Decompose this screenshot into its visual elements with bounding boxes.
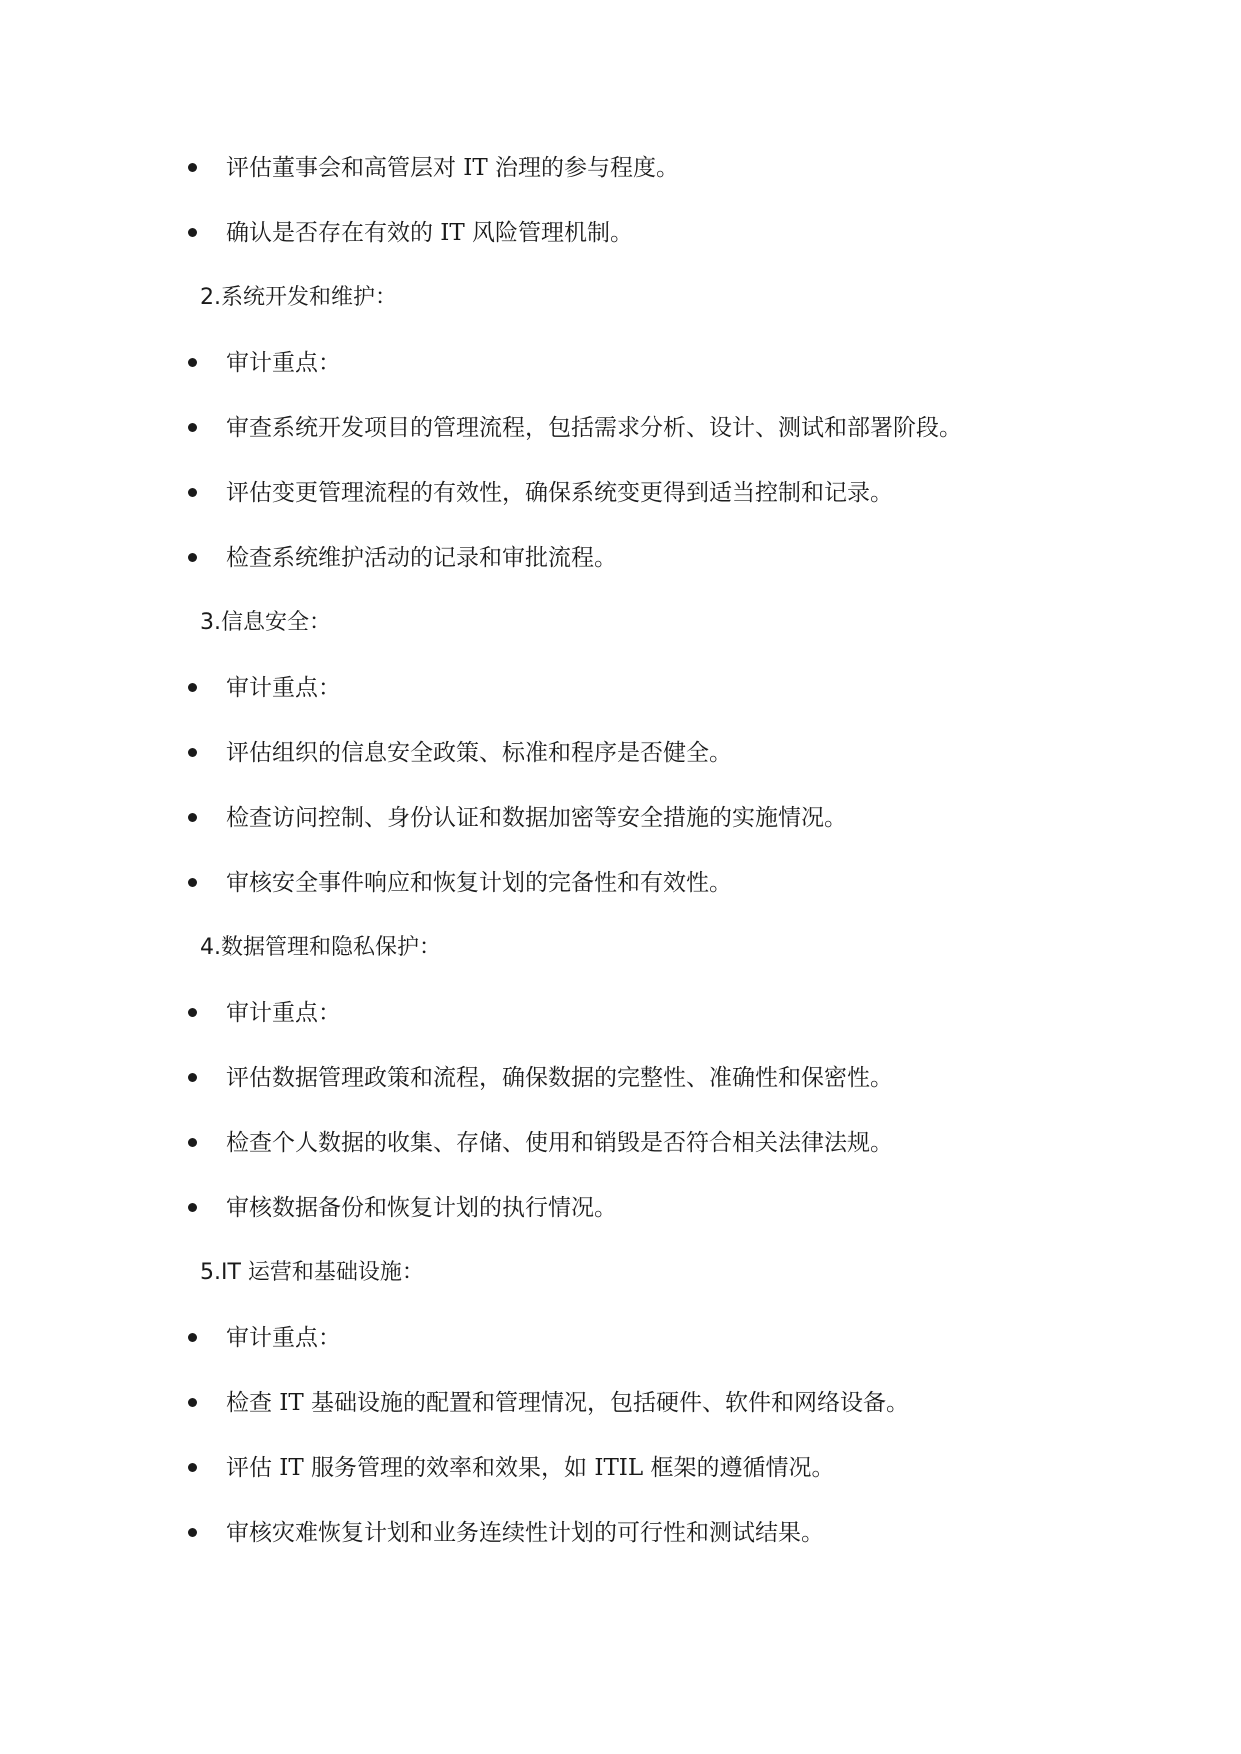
list-item xyxy=(0,343,1241,383)
bullet-icon xyxy=(188,1073,197,1082)
section-heading-text: 5.IT 运营和基础设施： xyxy=(200,1260,424,1285)
list-item-text: 审计重点： xyxy=(226,1000,341,1026)
list-item xyxy=(0,408,1241,448)
bullet-icon xyxy=(188,748,197,757)
bullet-icon xyxy=(188,1008,197,1017)
list-item xyxy=(0,798,1241,838)
bullet-icon xyxy=(188,813,197,822)
list-item-text: 评估变更管理流程的有效性，确保系统变更得到适当控制和记录。 xyxy=(226,480,893,506)
list-item-text: 检查访问控制、身份认证和数据加密等安全措施的实施情况。 xyxy=(226,805,847,831)
list-item xyxy=(0,148,1241,188)
list-item xyxy=(0,538,1241,578)
list-item-text: 检查个人数据的收集、存储、使用和销毁是否符合相关法律法规。 xyxy=(226,1130,893,1156)
bullet-icon xyxy=(188,423,197,432)
list-item-text: 评估董事会和高管层对 IT 治理的参与程度。 xyxy=(226,155,680,181)
list-item-text: 检查 IT 基础设施的配置和管理情况，包括硬件、软件和网络设备。 xyxy=(226,1390,910,1416)
section-heading xyxy=(0,1253,1241,1293)
list-item-text: 审核安全事件响应和恢复计划的完备性和有效性。 xyxy=(226,870,732,896)
list-item xyxy=(0,733,1241,773)
list-item-text: 审计重点： xyxy=(226,1325,341,1351)
list-item xyxy=(0,1058,1241,1098)
list-item xyxy=(0,863,1241,903)
bullet-icon xyxy=(188,488,197,497)
section-heading xyxy=(0,278,1241,318)
list-item xyxy=(0,1383,1241,1423)
section-heading-text: 2.系统开发和维护： xyxy=(200,285,397,310)
bullet-icon xyxy=(188,1203,197,1212)
bullet-icon xyxy=(188,358,197,367)
list-item-text: 审计重点： xyxy=(226,675,341,701)
bullet-icon xyxy=(188,1333,197,1342)
section-heading-text: 3.信息安全： xyxy=(200,610,331,635)
bullet-icon xyxy=(188,163,197,172)
bullet-icon xyxy=(188,683,197,692)
bullet-icon xyxy=(188,1398,197,1407)
list-item xyxy=(0,473,1241,513)
bullet-icon xyxy=(188,1463,197,1472)
list-item xyxy=(0,1123,1241,1163)
list-item-text: 审核灾难恢复计划和业务连续性计划的可行性和测试结果。 xyxy=(226,1520,824,1546)
list-item xyxy=(0,1318,1241,1358)
list-item-text: 确认是否存在有效的 IT 风险管理机制。 xyxy=(226,220,634,246)
bullet-icon xyxy=(188,553,197,562)
list-item-text: 审计重点： xyxy=(226,350,341,376)
list-item-text: 审核数据备份和恢复计划的执行情况。 xyxy=(226,1195,617,1221)
section-heading xyxy=(0,928,1241,968)
list-item xyxy=(0,1513,1241,1553)
list-item xyxy=(0,1448,1241,1488)
list-item-text: 评估数据管理政策和流程，确保数据的完整性、准确性和保密性。 xyxy=(226,1065,893,1091)
list-item-text: 评估组织的信息安全政策、标准和程序是否健全。 xyxy=(226,740,732,766)
section-heading-text: 4.数据管理和隐私保护： xyxy=(200,935,441,960)
bullet-icon xyxy=(188,1138,197,1147)
list-item xyxy=(0,668,1241,708)
bullet-icon xyxy=(188,1528,197,1537)
list-item-text: 检查系统维护活动的记录和审批流程。 xyxy=(226,545,617,571)
bullet-icon xyxy=(188,878,197,887)
bullet-icon xyxy=(188,228,197,237)
section-heading xyxy=(0,603,1241,643)
list-item-text: 审查系统开发项目的管理流程，包括需求分析、设计、测试和部署阶段。 xyxy=(226,415,962,441)
list-item xyxy=(0,1188,1241,1228)
list-item-text: 评估 IT 服务管理的效率和效果，如 ITIL 框架的遵循情况。 xyxy=(226,1455,835,1481)
list-item xyxy=(0,213,1241,253)
list-item xyxy=(0,993,1241,1033)
